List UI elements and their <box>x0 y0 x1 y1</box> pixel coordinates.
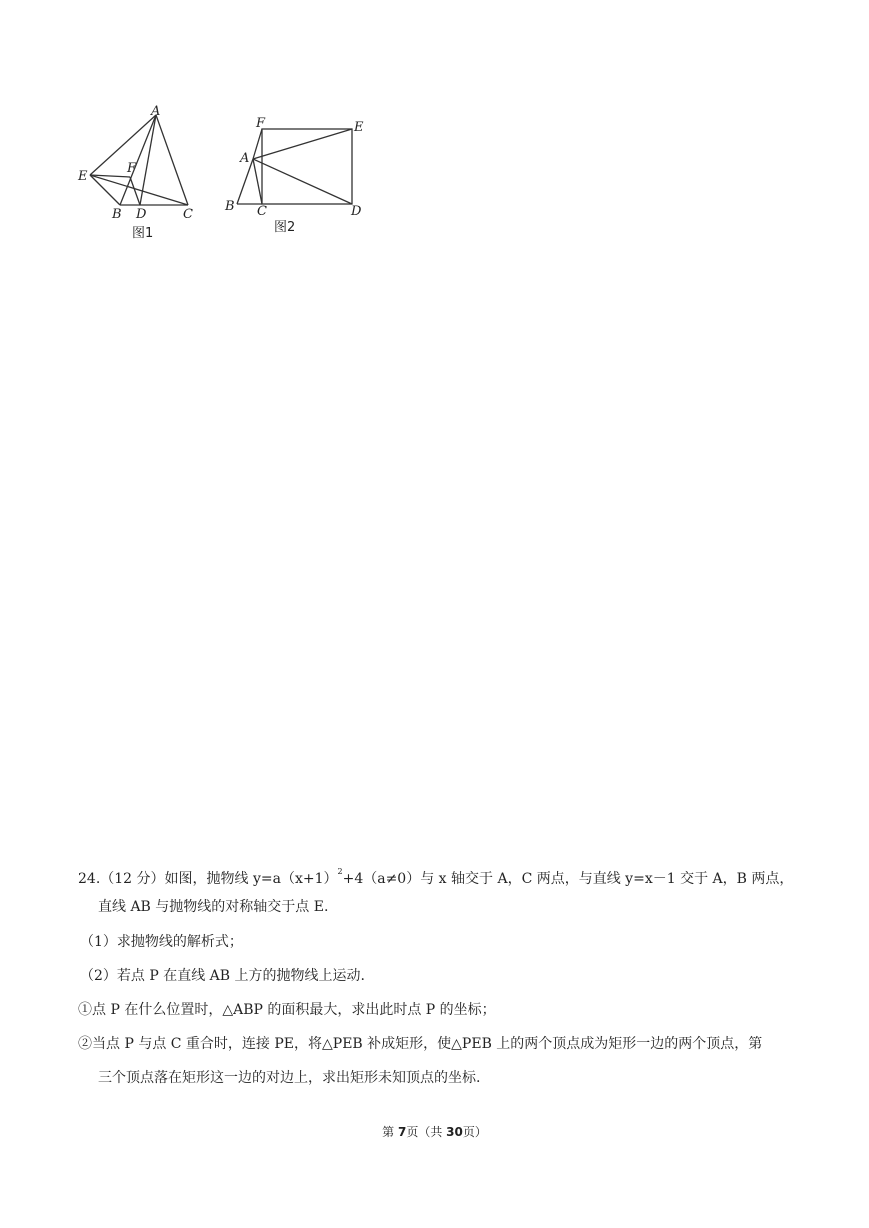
question-part-2: （2）若点 P 在直线 AB 上方的抛物线上运动. <box>80 968 365 984</box>
label-D: D <box>351 204 362 219</box>
question-part-1: （1）求抛物线的解析式； <box>80 934 243 950</box>
segment-AE <box>90 115 156 175</box>
segment-FD <box>130 177 140 205</box>
label-C: C <box>183 207 193 222</box>
segment-AC <box>253 159 262 204</box>
problem-text: 24.（12 分）如图，抛物线 y=a（x+1） <box>78 871 338 887</box>
segment-AC <box>156 115 188 205</box>
exponent: 2 <box>337 867 343 876</box>
sub-question-2: ②当点 P 与点 C 重合时，连接 PE，将△PEB 补成矩形，使△PEB 上的两个顶点成为矩形一边的两个顶点，第 <box>78 1036 763 1052</box>
label-D: D <box>136 207 147 222</box>
segment-AD <box>253 159 352 204</box>
problem-text: +4（a≠0）与 x 轴交于 A，C 两点，与直线 y=x－1 交于 A，B 两点， <box>342 871 794 887</box>
label-F: F <box>127 161 137 176</box>
label-A: A <box>240 151 250 166</box>
caption-fig1: 图1 <box>132 226 154 241</box>
segment-AB <box>120 115 156 205</box>
sub-question-2-continued: 三个顶点落在矩形这一边的对边上，求出矩形未知顶点的坐标. <box>98 1070 481 1086</box>
caption-fig2: 图2 <box>274 220 296 235</box>
geometry-figures <box>70 100 380 245</box>
footer-text: 页） <box>462 1125 487 1139</box>
rectangle-FEDC <box>262 129 352 204</box>
label-B: B <box>112 207 122 222</box>
segment-AE <box>253 129 352 159</box>
segment-AF <box>253 129 262 159</box>
footer-text: 页（共 <box>406 1125 447 1139</box>
total-pages: 30 <box>446 1125 463 1139</box>
figure-2 <box>220 100 380 245</box>
label-E: E <box>354 120 364 135</box>
problem-statement-line-1 <box>78 862 793 889</box>
footer-text: 第 <box>382 1125 398 1139</box>
label-E: E <box>78 169 88 184</box>
sub-question-1: ①点 P 在什么位置时，△ABP 的面积最大，求出此时点 P 的坐标； <box>78 1002 496 1018</box>
label-C: C <box>257 204 267 219</box>
figure-1 <box>70 100 220 245</box>
page-number: 7 <box>397 1125 407 1139</box>
label-A: A <box>151 104 161 119</box>
label-F: F <box>256 116 266 131</box>
problem-statement-line-2: 直线 AB 与抛物线的对称轴交于点 E. <box>98 899 329 915</box>
page-footer <box>0 1123 869 1140</box>
label-B: B <box>225 199 235 214</box>
